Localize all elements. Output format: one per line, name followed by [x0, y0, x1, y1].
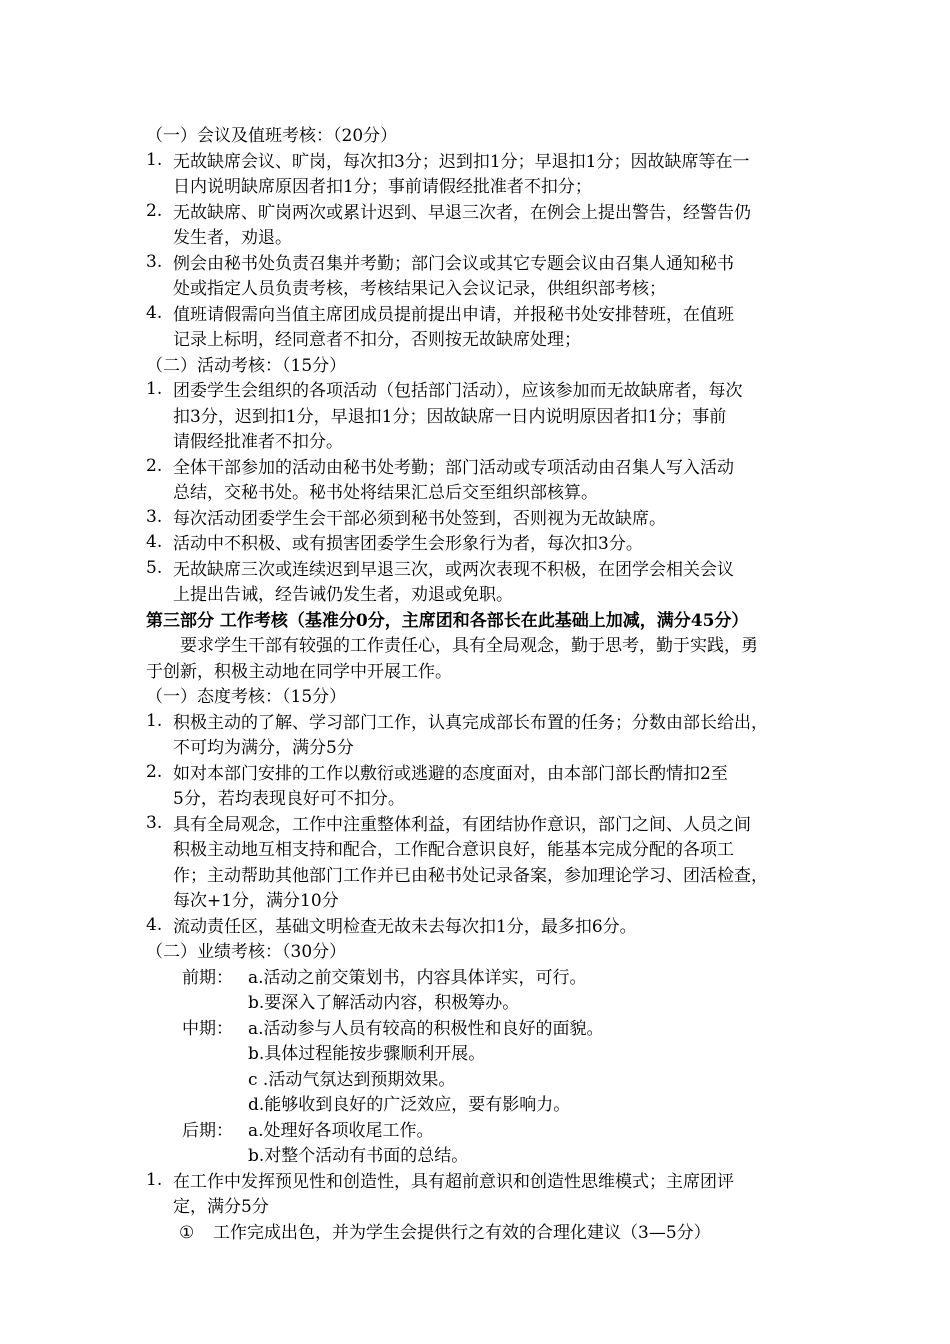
list-item: [146, 558, 818, 609]
list-item: [146, 201, 818, 252]
item-number: 4.: [146, 914, 163, 935]
circled-subitem: [146, 1221, 818, 1247]
item-number: 2.: [146, 761, 163, 782]
list-item: [146, 532, 818, 558]
item-line: 每次+1分，满分10分: [173, 891, 339, 911]
item-line: 在工作中发挥预见性和创造性，具有超前意识和创造性思维模式；主席团评: [173, 1171, 734, 1192]
phase-line: a.处理好各项收尾工作。: [248, 1120, 434, 1141]
item-number: 3.: [146, 812, 163, 833]
item-line: 流动责任区，基础文明检查无故未去每次扣1分，最多扣6分。: [173, 916, 637, 937]
phase-line: a.活动之前交策划书，内容具体详实，可行。: [248, 967, 587, 988]
item-number: 4.: [146, 532, 163, 552]
item-line: 积极主动地互相支持和配合，工作配合意识良好，能基本完成分配的各项工: [173, 840, 734, 860]
phase-line: d.能够收到良好的广泛效应，要有影响力。: [248, 1095, 571, 1115]
list-item: [146, 456, 818, 507]
list-item: [146, 150, 818, 201]
item-line: 全体干部参加的活动由秘书处考勤；部门活动或专项活动由召集人写入活动: [173, 457, 734, 478]
list-item: [146, 507, 818, 533]
phase-line: b.对整个活动有书面的总结。: [248, 1146, 469, 1166]
item-line: 值班请假需向当值主席团成员提前提出申请，并报秘书处安排替班，在值班: [173, 304, 734, 325]
item-line: 例会由秘书处负责召集并考勤；部门会议或其它专题会议由召集人通知秘书: [173, 253, 734, 274]
item-line: 活动中不积极、或有损害团委学生会形象行为者，每次扣3分。: [173, 534, 643, 554]
item-number: 4.: [146, 302, 163, 323]
item-line: 作；主动帮助其他部门工作并已由秘书处记录备案，参加理论学习、团活检查，: [173, 865, 768, 886]
item-line: 无故缺席会议、旷岗，每次扣3分；迟到扣1分；早退扣1分；因故缺席等在一: [173, 151, 750, 172]
item-number: 1.: [146, 379, 163, 399]
phase-line: c .活动气氛达到预期效果。: [248, 1069, 456, 1090]
item-number: 2.: [146, 200, 163, 221]
item-number: 3.: [146, 251, 163, 272]
item-line: 积极主动的了解、学习部门工作，认真完成部长布置的任务；分数由部长给出，: [173, 712, 768, 733]
phase-label: 前期：: [182, 967, 233, 988]
part-three-intro: [146, 634, 818, 685]
phase-line: a.活动参与人员有较高的积极性和良好的面貌。: [248, 1018, 604, 1039]
item-line: 上提出告诫，经告诫仍发生者，劝退或免职。: [173, 585, 513, 605]
subitem-text: 工作完成出色，并为学生会提供行之有效的合理化建议（3—5分）: [213, 1222, 711, 1243]
item-number: 2.: [146, 455, 163, 476]
item-line: 请假经批准者不扣分。: [173, 432, 343, 452]
section-heading-attitude: （一）态度考核：（15分）: [146, 687, 347, 707]
item-line: 日内说明缺席原因者扣1分；事前请假经批准者不扣分；: [173, 177, 592, 197]
list-item: [146, 711, 818, 762]
phase-label: 中期：: [182, 1018, 233, 1039]
item-line: 如对本部门安排的工作以敷衍或逃避的态度面对，由本部门部长酌情扣2至: [173, 763, 728, 784]
activity-rules-list: [146, 379, 818, 609]
item-line: 发生者，劝退。: [173, 228, 292, 248]
item-number: 1.: [146, 149, 163, 170]
intro-line: 于创新，积极主动地在同学中开展工作。: [146, 661, 452, 682]
item-line: 总结，交秘书处。秘书处将结果汇总后交至组织部核算。: [173, 483, 598, 503]
performance-rules-list: [146, 1170, 818, 1247]
phase-middle: [146, 1017, 818, 1043]
phase-early: [146, 966, 818, 992]
document-body: [146, 124, 818, 1246]
section-heading-activity: （二）活动考核：（15分）: [146, 355, 347, 376]
list-item: [146, 813, 818, 915]
meeting-rules-list: [146, 150, 818, 354]
attitude-rules-list: [146, 711, 818, 941]
list-item: [146, 1170, 818, 1221]
list-item: [146, 915, 818, 941]
performance-phases: [146, 966, 818, 1170]
list-item: [146, 303, 818, 354]
phase-label: 后期：: [182, 1120, 233, 1141]
list-item: [146, 252, 818, 303]
item-number: 1.: [146, 710, 163, 731]
item-line: 具有全局观念，工作中注重整体利益，有团结协作意识，部门之间、人员之间: [173, 814, 751, 835]
item-line: 每次活动团委学生会干部必须到秘书处签到，否则视为无故缺席。: [173, 508, 666, 529]
section-heading-meeting: （一）会议及值班考核：（20分）: [146, 126, 398, 146]
item-line: 扣3分，迟到扣1分，早退扣1分；因故缺席一日内说明原因者扣1分；事前: [173, 406, 727, 427]
item-line: 无故缺席、旷岗两次或累计迟到、早退三次者，在例会上提出警告，经警告仍: [173, 202, 751, 223]
item-line: 不可均为满分，满分5分: [173, 738, 354, 758]
item-line: 5分，若均表现良好可不扣分。: [173, 789, 405, 809]
item-number: 3.: [146, 506, 163, 527]
phase-late: [146, 1119, 818, 1145]
section-heading-performance: （二）业绩考核：（30分）: [146, 942, 347, 962]
circled-number: ①: [179, 1222, 195, 1243]
item-line: 团委学生会组织的各项活动（包括部门活动），应该参加而无故缺席者，每次: [173, 381, 743, 401]
item-line: 记录上标明，经同意者不扣分，否则按无故缺席处理；: [173, 330, 581, 350]
item-line: 定，满分5分: [173, 1197, 269, 1217]
phase-line: b.要深入了解活动内容，积极筹办。: [248, 993, 520, 1013]
item-number: 5.: [146, 557, 163, 578]
intro-line: 要求学生干部有较强的工作责任心，具有全局观念，勤于思考，勤于实践，勇: [180, 636, 758, 656]
phase-line: b.具体过程能按步骤顺利开展。: [248, 1044, 486, 1064]
item-line: 无故缺席三次或连续迟到早退三次，或两次表现不积极，在团学会相关会议: [173, 559, 734, 580]
item-number: 1.: [146, 1169, 163, 1190]
part-three-title: 第三部分 工作考核（基准分0分，主席团和各部长在此基础上加减，满分45分）: [146, 610, 749, 631]
item-line: 处或指定人员负责考核，考核结果记入会议记录，供组织部考核；: [173, 279, 666, 299]
list-item: [146, 762, 818, 813]
list-item: [146, 379, 818, 456]
